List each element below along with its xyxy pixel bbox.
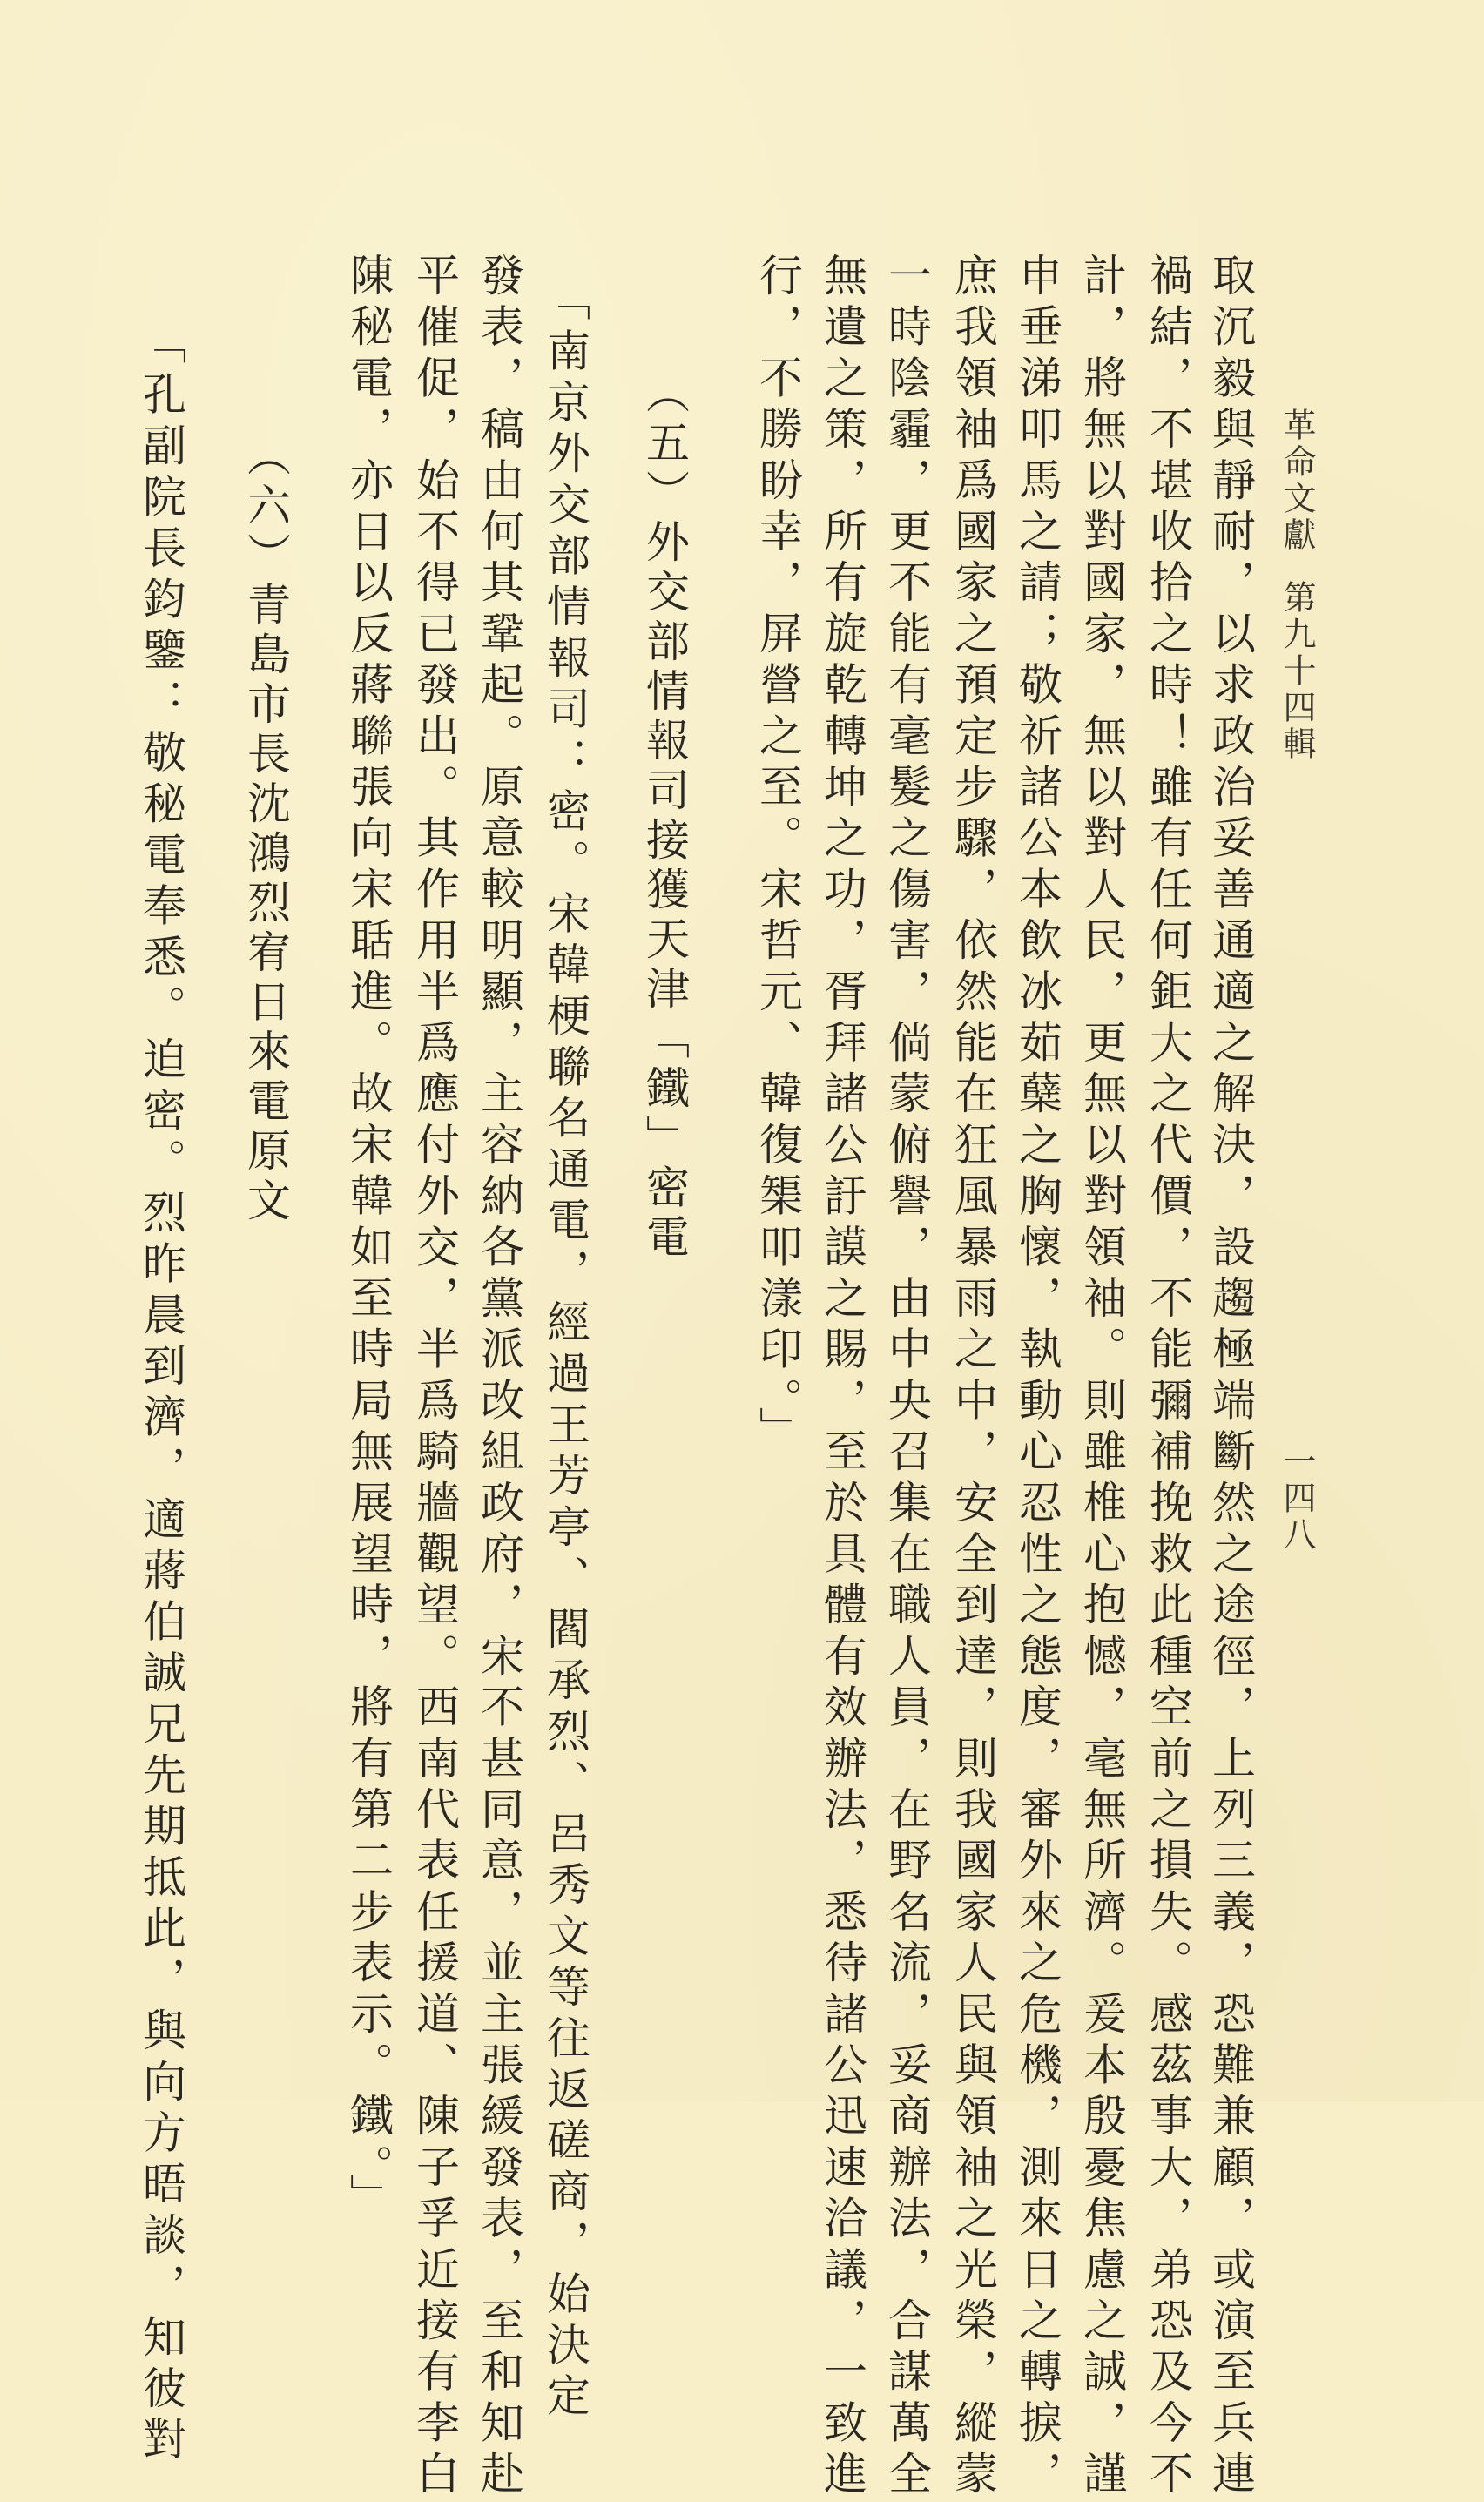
body-column-7: 無遺之策，所有旋乾轉坤之功，胥拜諸公訏謨之賜，至於具體有效辦法，悉待諸公迅速洽議，一致進 bbox=[817, 253, 867, 2502]
page-number: 一四八 bbox=[1278, 1444, 1316, 1554]
body-column-3: 計，將無以對國家，無以對人民，更無以對領袖。則雖椎心抱憾，毫無所濟。爰本殷憂焦慮之誠，謹 bbox=[1076, 253, 1127, 2502]
section-5-column-1: 「南京外交部情報司：密。宋韓梗聯名通電，經過王芳亭、閻承烈、呂秀文等往返磋商，始決定 bbox=[540, 277, 590, 2424]
body-column-2: 禍結，不堪收拾之時！雖有任何鉅大之代價，不能彌補挽救此種空前之損失。感茲事大，弟恐及今不 bbox=[1143, 253, 1193, 2502]
book-title: 革命文獻 bbox=[1278, 408, 1316, 554]
body-column-5: 庶我領袖爲國家之預定步驟，依然能在狂風暴雨之中，安全到達，則我國家人民與領袖之光榮，縱蒙 bbox=[948, 253, 998, 2502]
body-column-4: 申垂涕叩馬之請；敬祈諸公本飲冰茹蘖之胸懷，執動心忍性之態度，審外來之危機，測來日之轉捩， bbox=[1012, 253, 1062, 2502]
volume-label: 第九十四輯 bbox=[1278, 580, 1316, 763]
section-5-heading: （五）外交部情報司接獲天津「鐵」密電 bbox=[639, 370, 690, 1264]
section-6-column-1: 「孔副院長鈞鑒：敬秘電奉悉。迫密。烈昨晨到濟，適蔣伯誠兄先期抵此，與向方晤談，知彼對 bbox=[136, 320, 186, 2468]
body-column-1: 取沉毅與靜耐，以求政治妥善通適之解決，設趨極端斷然之途徑，上列三義，恐難兼顧，或演至兵連 bbox=[1205, 253, 1256, 2502]
body-column-8: 行，不勝盼幸，屏營之至。宋哲元、韓復榘叩漾印。」 bbox=[752, 253, 803, 1458]
section-5-column-4: 陳秘電，亦日以反蔣聯張向宋聒進。故宋韓如至時局無展望時，將有第二步表示。鐵。」 bbox=[343, 253, 394, 2225]
body-column-6: 一時陰霾，更不能有毫髮之傷害，倘蒙俯譽，由中央召集在職人員，在野名流，妥商辦法，合謀萬全 bbox=[881, 253, 932, 2502]
section-6-heading: （六）青島市長沈鴻烈宥日來電原文 bbox=[240, 433, 291, 1227]
running-header-title bbox=[1278, 408, 1316, 763]
section-5-column-2: 發表，稿由何其鞏起。原意較明顯，主容納各黨派改組政府，宋不甚同意，並主張緩發表，至和知赴 bbox=[474, 253, 524, 2502]
section-5-column-3: 平催促，始不得已發出。其作用半爲應付外交，半爲騎牆觀望。西南代表任援道、陳子孚近接有李白 bbox=[409, 253, 460, 2502]
